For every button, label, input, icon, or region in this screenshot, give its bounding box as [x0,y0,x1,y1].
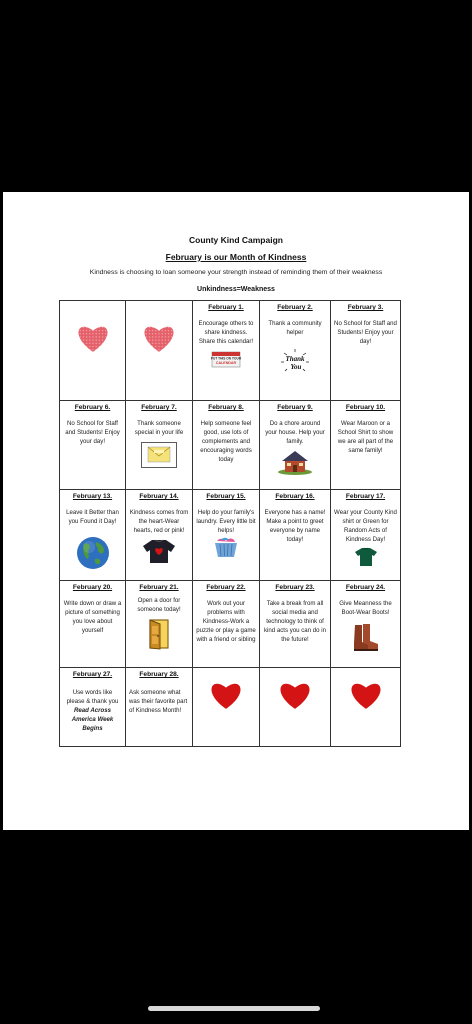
calendar-week-row [60,301,401,401]
calendar-cell-feb-23 [260,581,331,668]
calendar-cell-feb-15 [193,490,260,581]
cell-text: Wear Maroon or a School Shirt to show we are all part of the same family! [337,420,394,454]
calendar-cell-blank [60,301,126,401]
calendar-week-row [60,668,401,747]
read-across-america-note: Read Across America Week Begins [71,707,114,732]
cell-date: February 17. [345,493,386,500]
calendar-cell-feb-13 [60,490,126,581]
kindness-quote: Kindness is choosing to loan someone your strength instead of reminding them of their weakness [89,269,383,276]
calendar-cell-feb-24 [331,581,401,668]
cell-date: February 21. [139,584,179,591]
cell-date: February 1. [208,304,244,311]
cell-text: Help someone feel good, use lots of complements and encouraging words today [200,420,252,463]
calendar-cell-feb-14 [126,490,193,581]
cell-text: Give Meanness the Boot-Wear Boots! [339,600,392,616]
home-indicator[interactable] [148,1006,320,1011]
red-heart-icon [209,680,243,710]
cell-text: Thank a community helper [268,320,322,336]
thank-you-icon [278,347,312,375]
cell-date: February 7. [141,404,177,411]
calendar-week-row [60,581,401,668]
cell-text: Take a break from all social media and technology to think of kind acts you can do in the future! [264,600,326,643]
page-subtitle: February is our Month of Kindness [165,252,307,262]
cell-text: Ask someone what was their favorite part of Kindness Month! [129,689,188,714]
cell-date: February 24. [345,584,386,591]
glitter-heart-icon [142,323,176,353]
cell-text: Wear your County Kind shirt or Green for Random Acts of Kindness Day! [334,509,397,543]
cell-date: February 15. [206,493,246,500]
page-title: County Kind Campaign [189,235,283,245]
cell-text: No School for Staff and Students! Enjoy your day! [334,320,397,345]
calendar-week-row [60,401,401,490]
svg-text:CALENDAR: CALENDAR [215,361,237,365]
calendar-cell-feb-1 [193,301,260,401]
svg-text:You: You [290,363,302,371]
laundry-basket-icon [212,536,240,558]
calendar-cell-feb-7 [126,401,193,490]
cell-date: February 10. [345,404,386,411]
calendar-cell-feb-17 [331,490,401,581]
cell-text: Write down or draw a picture of something you love about yourself [63,600,122,634]
calendar-cell-blank [331,668,401,747]
cowboy-boots-icon [351,623,381,653]
red-heart-icon [278,680,312,710]
calendar-cell-feb-10 [331,401,401,490]
flyer-page [3,192,469,830]
calendar-cell-feb-27 [60,668,126,747]
green-shirt-icon [354,547,378,567]
cell-date: February 22. [206,584,246,591]
red-heart-icon [349,680,383,710]
cell-date: February 8. [208,404,244,411]
unkindness-label: Unkindness=Weakness [197,286,275,293]
cell-text: Kindness comes from the heart-Wear hearts, red or pink! [129,509,189,534]
svg-text:Thank: Thank [285,355,305,363]
cell-date: February 9. [277,404,313,411]
cell-date: February 14. [139,493,179,500]
cell-text: Leave it Better than you Found it Day! [66,509,119,525]
cell-text: Everyone has a name! Make a point to greet everyone by name today! [264,509,326,543]
cell-date: February 13. [72,493,113,500]
cell-text: Open a door for someone today! [137,597,181,613]
calendar-cell-blank [193,668,260,747]
cell-date: February 23. [275,584,315,591]
heart-sweater-icon [142,538,176,564]
house-icon [276,449,314,475]
cell-text: Work out your problems with Kindness-Work a puzzle or play a game with a friend or sibling [196,600,256,643]
envelope-icon [141,442,177,468]
cell-date: February 20. [72,584,113,591]
calendar-cell-feb-21 [126,581,193,668]
cell-text: Use words like please & thank you [66,689,119,705]
cell-text: No School for Staff and Students! Enjoy your day! [65,420,120,445]
door-icon [146,618,172,650]
calendar-cell-feb-2 [260,301,331,401]
cell-date: February 3. [347,304,384,311]
calendar-week-row [60,490,401,581]
earth-icon [76,536,110,570]
calendar-cell-feb-22 [193,581,260,668]
calendar-cell-feb-6 [60,401,126,490]
kindness-calendar [59,300,401,747]
cell-text: Thank someone special in your life [134,420,184,436]
calendar-cell-blank [260,668,331,747]
cell-date: February 16. [275,493,315,500]
calendar-cell-blank [126,301,193,401]
cell-text: Do a chore around your house. Help your family. [265,420,325,445]
svg-text:PUT THIS ON YOUR: PUT THIS ON YOUR [211,356,241,361]
calendar-cell-feb-9 [260,401,331,490]
calendar-cell-feb-3 [331,301,401,401]
put-on-calendar-icon [211,350,241,368]
cell-date: February 28. [139,671,179,678]
cell-text: Encourage others to share kindness. Share this calendar! [198,320,254,345]
calendar-cell-feb-16 [260,490,331,581]
calendar-cell-feb-20 [60,581,126,668]
cell-date: February 2. [277,304,313,311]
cell-text: Help do your family's laundry. Every little bit helps! [196,509,256,534]
glitter-heart-icon [76,323,110,353]
calendar-cell-feb-8 [193,401,260,490]
calendar-cell-feb-28 [126,668,193,747]
cell-date: February 6. [74,404,111,411]
cell-date: February 27. [72,671,113,678]
